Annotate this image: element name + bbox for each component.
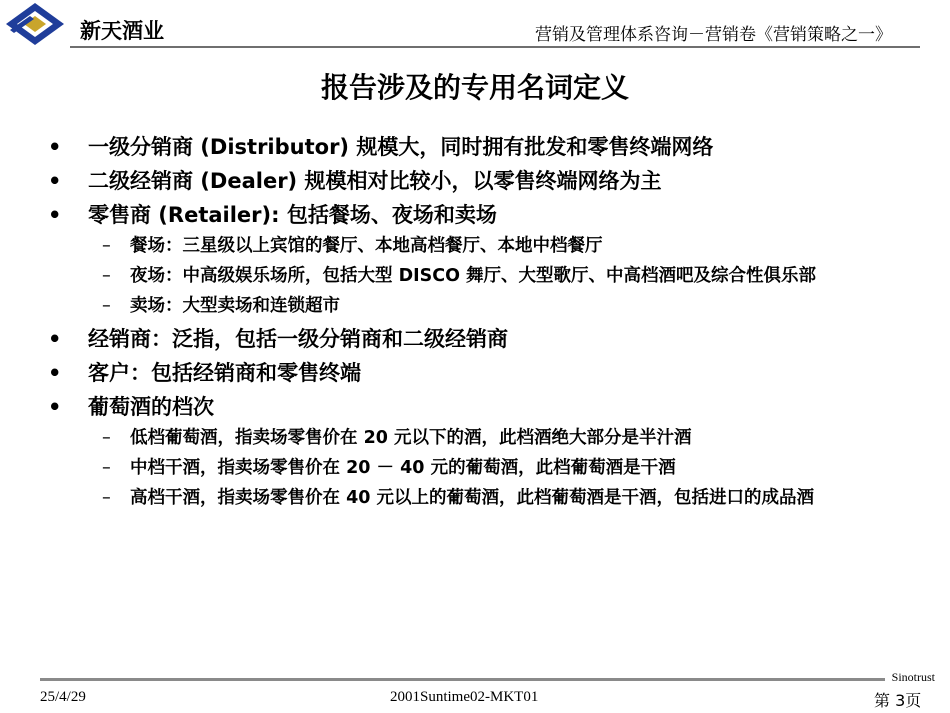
sub-list-item: [48, 234, 888, 259]
list-item: [48, 324, 888, 354]
bullet-icon: •: [48, 395, 62, 419]
item-text: 零售商 (Retailer): 包括餐场、夜场和卖场: [88, 203, 497, 227]
bullet-icon: •: [48, 135, 62, 159]
dash-icon: –: [102, 296, 111, 316]
list-item: [48, 200, 888, 230]
item-text: 中档干酒，指卖场零售价在 20 － 40 元的葡萄酒，此档葡萄酒是干酒: [130, 458, 676, 478]
bullet-icon: •: [48, 169, 62, 193]
dash-icon: –: [102, 428, 111, 448]
sub-list-item: [48, 456, 888, 481]
item-text: 夜场：中高级娱乐场所，包括大型 DISCO 舞厅、大型歌厅、中高档酒吧及综合性俱乐部: [130, 266, 817, 286]
dash-icon: –: [102, 488, 111, 508]
item-text: 低档葡萄酒，指卖场零售价在 20 元以下的酒，此档酒绝大部分是半汁酒: [130, 428, 692, 448]
item-text: 二级经销商 (Dealer) 规模相对比较小，以零售终端网络为主: [88, 169, 662, 193]
dash-icon: –: [102, 458, 111, 478]
company-logo: [4, 2, 66, 46]
sub-list-item: [48, 294, 888, 319]
dash-icon: –: [102, 266, 111, 286]
item-text: 高档干酒，指卖场零售价在 40 元以上的葡萄酒，此档葡萄酒是干酒，包括进口的成品酒: [130, 488, 815, 508]
header-divider: [70, 46, 920, 48]
footer-doc-code: 2001Suntime02-MKT01: [390, 689, 539, 705]
bullet-icon: •: [48, 327, 62, 351]
definition-list: [48, 132, 888, 516]
list-item: [48, 392, 888, 422]
slide-header: [0, 0, 950, 52]
item-text: 客户：包括经销商和零售终端: [88, 361, 361, 385]
slide-title: 报告涉及的专用名词定义: [320, 71, 629, 104]
list-item: [48, 166, 888, 196]
item-text: 餐场：三星级以上宾馆的餐厅、本地高档餐厅、本地中档餐厅: [130, 236, 603, 256]
item-text: 经销商：泛指，包括一级分销商和二级经销商: [88, 327, 508, 351]
dash-icon: –: [102, 236, 111, 256]
list-item: [48, 358, 888, 388]
sub-list-item: [48, 486, 888, 511]
footer-brand: Sinotrust: [891, 670, 935, 684]
item-text: 一级分销商 (Distributor) 规模大，同时拥有批发和零售终端网络: [88, 135, 714, 159]
header-subtitle: 营销及管理体系咨询－营销卷《营销策略之一》: [535, 25, 892, 45]
bullet-icon: •: [48, 361, 62, 385]
footer-divider: [40, 678, 885, 681]
footer-date: 25/4/29: [40, 689, 86, 705]
company-name: 新天酒业: [80, 19, 164, 43]
item-text: 卖场：大型卖场和连锁超市: [130, 296, 340, 316]
item-text: 葡萄酒的档次: [88, 395, 214, 419]
page-number: 第 3页: [874, 691, 922, 710]
sub-list-item: [48, 264, 888, 289]
list-item: [48, 132, 888, 162]
bullet-icon: •: [48, 203, 62, 227]
sub-list-item: [48, 426, 888, 451]
